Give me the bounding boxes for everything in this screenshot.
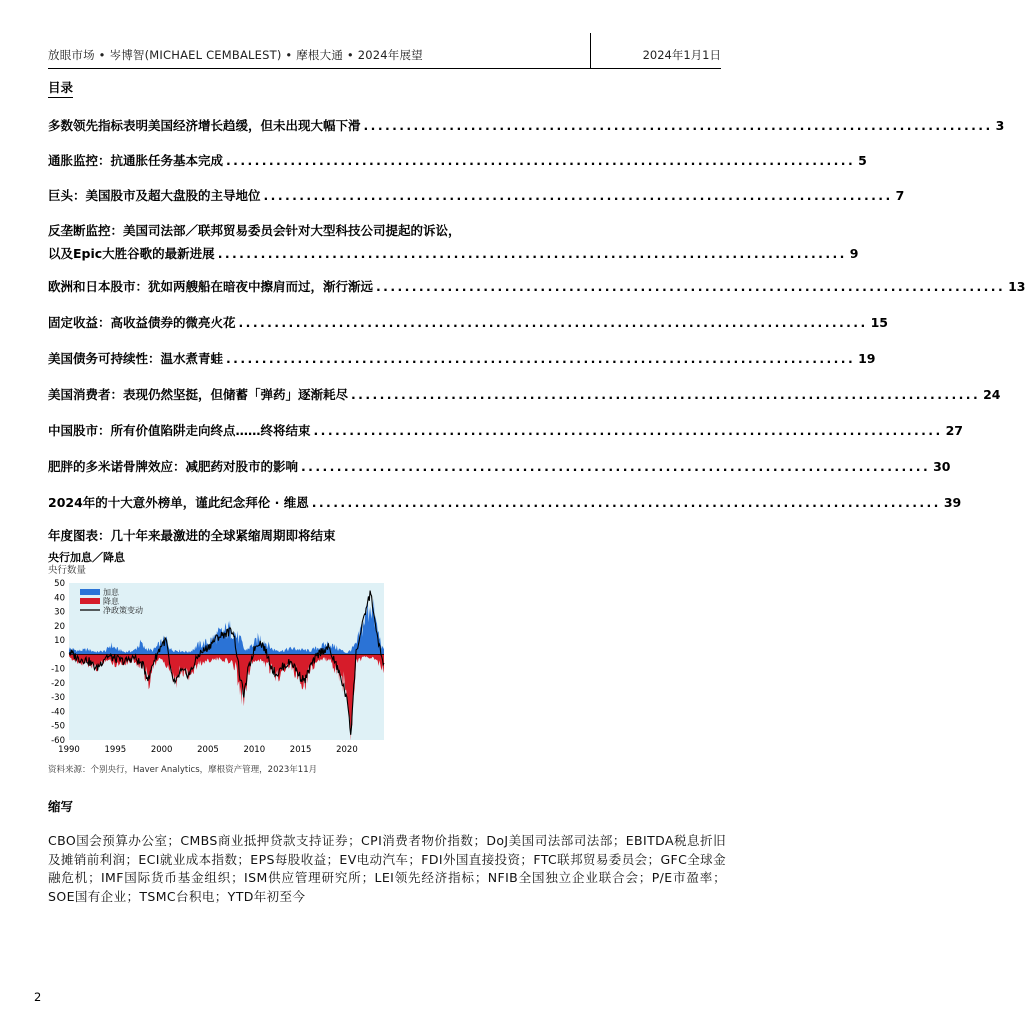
toc-entry[interactable] — [48, 277, 1026, 295]
legend-swatch-hikes — [80, 589, 100, 595]
chart-source: 资料来源：个别央行，Haver Analytics，摩根资产管理，2023年11月 — [48, 765, 318, 775]
toc-entry-label: 美国债务可持续性：温水煮青蛙 — [48, 351, 224, 366]
toc-dot-leader: ........................................................................................ — [311, 495, 941, 510]
abbreviations-text: CBO国会预算办公室；CMBS商业抵押贷款支持证券；CPI消费者物价指数；DoJ美国司法部司法部；EBITDA税息折旧及摊销前利润；ECI就业成本指数；EPS每股收益；EV电动汽车；FDI外国直接投资；FTC联邦贸易委员会；GFC全球金融危机；IMF国际货币基金组织；ISM供应管理研究所；LEI领先经济指标；NFIB全国独立企业联合会；P/E市盈率；SOE国有企业；TSMC台积电；YTD年初至今 — [48, 833, 726, 904]
y-tick-label: -30 — [51, 693, 65, 704]
toc-entry[interactable] — [48, 457, 951, 475]
toc-entry-page: 19 — [858, 351, 876, 366]
header-text: 放眼市场 • 岑博智(MICHAEL CEMBALEST) • 摩根大通 • 2024年展望 — [48, 48, 423, 62]
abbreviations-title: 缩写 — [48, 799, 74, 814]
y-tick-label: 10 — [54, 636, 65, 647]
chart-title: 央行加息／降息 — [48, 551, 125, 564]
header-date: 2024年1月1日 — [642, 48, 721, 62]
rate-change-chart — [32, 576, 392, 760]
legend-label-cuts: 降息 — [103, 597, 119, 606]
toc-entry[interactable] — [48, 221, 859, 262]
toc-entry[interactable] — [48, 421, 963, 439]
toc-entry-label: 巨头：美国股市及超大盘股的主导地位 — [48, 188, 261, 203]
toc-entry-label: 中国股市：所有价值陷阱走向终点……终将结束 — [48, 423, 311, 438]
toc-entry-page: 39 — [943, 495, 962, 510]
toc-entry-label: 欧洲和日本股市：犹如两艘船在暗夜中擦肩而过，渐行渐远 — [48, 279, 374, 294]
toc-entry-page: 3 — [995, 118, 1005, 133]
toc-entry-label: 肥胖的多米诺骨牌效应：减肥药对股市的影响 — [48, 459, 299, 474]
toc-entry[interactable] — [48, 186, 905, 204]
header-divider — [590, 33, 591, 68]
toc-dot-leader: ........................................................................................ — [351, 387, 981, 402]
toc-entry-page: 24 — [983, 387, 1001, 402]
toc-dot-leader: ........................................................................................ — [376, 279, 1006, 294]
toc-entry-page: 9 — [849, 246, 859, 261]
toc-entry[interactable] — [48, 151, 867, 169]
toc-entry-label-line1: 反垄断监控：美国司法部／联邦贸易委员会针对大型科技公司提起的诉讼， — [48, 223, 461, 238]
legend-label-net: 净政策变动 — [103, 606, 143, 615]
toc-dot-leader: ........................................................................................ — [263, 188, 893, 203]
toc-dot-leader: ........................................................................................ — [217, 246, 847, 261]
x-tick-label: 2005 — [197, 745, 219, 755]
y-tick-label: -50 — [51, 721, 65, 732]
toc-entry-label: 多数领先指标表明美国经济增长趋缓，但未出现大幅下滑 — [48, 118, 361, 133]
toc-entry-page: 27 — [945, 423, 963, 438]
toc-entry-page: 30 — [933, 459, 951, 474]
x-tick-label: 1995 — [104, 745, 127, 755]
toc-entry-label: 以及Epic大胜谷歌的最新进展 — [48, 246, 215, 261]
toc-entry-label: 通胀监控：抗通胀任务基本完成 — [48, 153, 224, 168]
y-tick-label: -10 — [51, 664, 65, 675]
y-tick-label: 40 — [54, 593, 65, 604]
legend-label-hikes: 加息 — [103, 588, 119, 597]
y-tick-label: -20 — [51, 678, 65, 689]
toc-entry-label: 固定收益：高收益债券的微亮火花 — [48, 315, 236, 330]
y-tick-label: 50 — [54, 579, 65, 589]
x-tick-label: 1990 — [58, 745, 80, 755]
toc-dot-leader: ........................................................................................ — [226, 351, 856, 366]
toc-dot-leader: ........................................................................................ — [313, 423, 943, 438]
x-tick-label: 2000 — [150, 745, 173, 755]
toc-entry[interactable] — [48, 493, 962, 511]
toc-dot-leader: ........................................................................................ — [363, 118, 993, 133]
y-tick-label: 0 — [59, 650, 65, 661]
toc-entry-page: 7 — [895, 188, 905, 203]
toc-title: 目录 — [48, 78, 73, 98]
toc-entry[interactable] — [48, 349, 876, 367]
toc-entry[interactable] — [48, 313, 888, 331]
toc-dot-leader: ........................................................................................ — [301, 459, 931, 474]
x-tick-label: 2015 — [289, 745, 312, 755]
toc-entry-page: 5 — [858, 153, 867, 168]
toc-entry-page: 13 — [1008, 279, 1026, 294]
toc-entry-label: 美国消费者：表现仍然坚挺，但储蓄「弹药」逐渐耗尽 — [48, 387, 349, 402]
y-tick-label: -60 — [51, 736, 65, 746]
page-number: 2 — [34, 990, 42, 1004]
y-tick-label: 20 — [54, 621, 65, 632]
figure-title: 年度图表：几十年来最激进的全球紧缩周期即将结束 — [48, 528, 336, 543]
toc-entry[interactable] — [48, 116, 1005, 134]
legend-swatch-cuts — [80, 598, 100, 604]
header-rule — [48, 68, 721, 69]
y-tick-label: -40 — [51, 707, 65, 718]
y-tick-label: 30 — [54, 607, 65, 618]
chart-subtitle: 央行数量 — [48, 565, 87, 576]
toc-entry[interactable] — [48, 385, 1001, 403]
toc-entry-label: 2024年的十大意外榜单，谨此纪念拜伦 · 维恩 — [48, 495, 309, 510]
x-tick-label: 2010 — [243, 745, 266, 755]
toc-dot-leader: ........................................................................................ — [226, 153, 856, 168]
x-tick-label: 2020 — [336, 745, 358, 755]
toc-entry-page: 15 — [870, 315, 888, 330]
toc-dot-leader: ........................................................................................ — [238, 315, 868, 330]
